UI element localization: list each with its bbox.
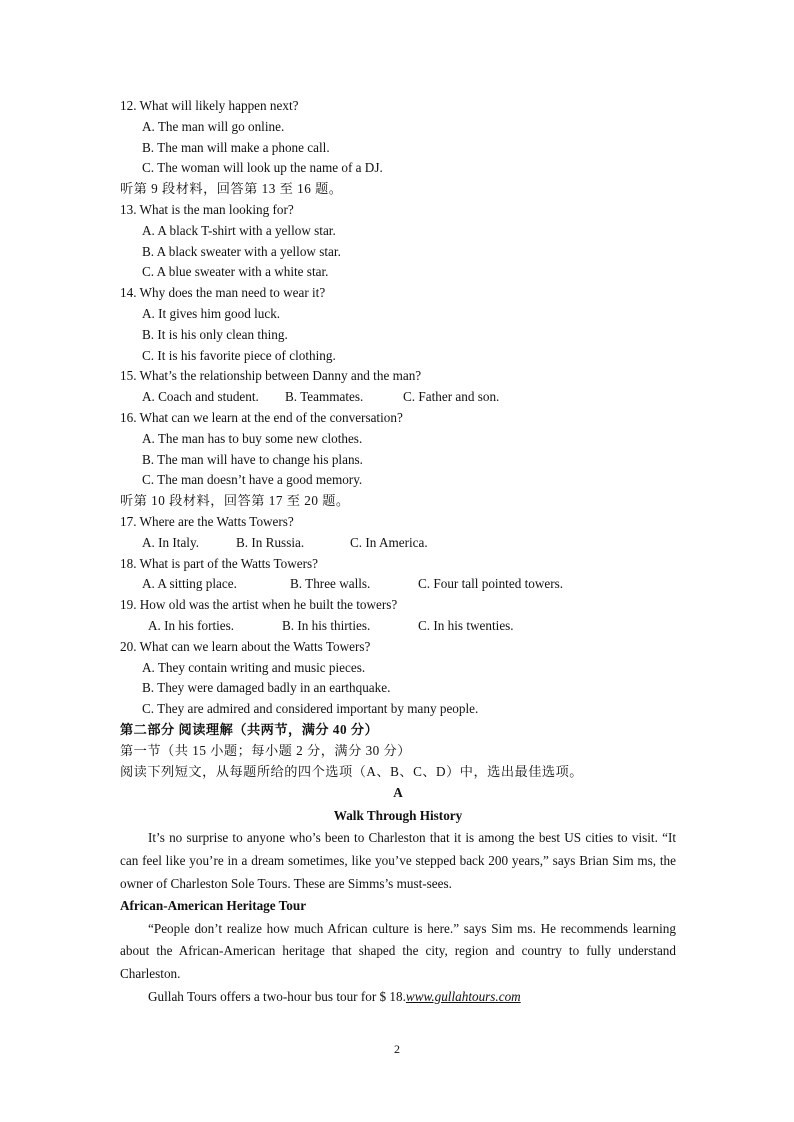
answer-option: C. They are admired and considered important by many people. [142, 701, 479, 717]
paragraph-3-text: Gullah Tours offers a two-hour bus tour for $ 18. [148, 988, 406, 1004]
answer-option: B. It is his only clean thing. [142, 326, 288, 342]
answer-option: B. The man will make a phone call. [142, 139, 330, 155]
passage-paragraph-3 [120, 986, 676, 1009]
answer-option: B. They were damaged badly in an earthquake. [142, 680, 391, 696]
question-stem: 12. What will likely happen next? [120, 98, 299, 113]
answer-option: B. Teammates. [285, 389, 364, 405]
passage-letter: A [393, 785, 403, 801]
answer-option: A. A black T-shirt with a yellow star. [142, 222, 336, 238]
page-number: 2 [394, 1042, 400, 1056]
reading-passage [120, 782, 676, 1008]
question-stem: 14. Why does the man need to wear it? [120, 285, 326, 301]
exam-page [120, 96, 676, 1008]
answer-option: C. It is his favorite piece of clothing. [142, 347, 336, 363]
answer-option: A. Coach and student. [142, 389, 259, 405]
question-stem: 13. What is the man looking for? [120, 201, 294, 217]
answer-option: A. In Italy. [142, 534, 200, 550]
answer-option: A. It gives him good luck. [142, 305, 281, 321]
answer-option: C. The man doesn’t have a good memory. [142, 472, 363, 488]
instruction-line: 第一节（共 15 小题；每小题 2 分，满分 30 分） [120, 742, 411, 758]
question-stem: 15. What’s the relationship between Danny and the man? [120, 368, 422, 384]
answer-options-row [120, 616, 676, 637]
answer-option: A. A sitting place. [142, 576, 237, 592]
passage-subheading: African-American Heritage Tour [120, 898, 307, 914]
answer-option: B. The man will have to change his plans. [142, 451, 363, 467]
passage-paragraph-2: “People don’t realize how much African culture is here.” says Sim ms. He recommends learning about the African-American heritage that shaped the city, region and country to fully understand Charleston. [120, 920, 676, 982]
gullah-tours-link[interactable]: www.gullahtours.com [405, 988, 521, 1004]
answer-option: B. A black sweater with a yellow star. [142, 243, 341, 259]
answer-option: C. In America. [350, 534, 428, 550]
answer-option: C. Father and son. [403, 389, 500, 405]
question-stem: 16. What can we learn at the end of the conversation? [120, 409, 403, 425]
answer-option: A. In his forties. [148, 617, 235, 633]
section-heading: 第二部分 阅读理解（共两节，满分 40 分） [120, 721, 379, 737]
listening-questions [120, 96, 676, 782]
answer-option: C. A blue sweater with a white star. [142, 264, 329, 280]
question-stem: 20. What can we learn about the Watts Towers? [120, 638, 371, 654]
answer-option: C. The woman will look up the name of a DJ. [142, 160, 383, 176]
answer-option: B. In his thirties. [282, 617, 371, 633]
question-stem: 18. What is part of the Watts Towers? [120, 555, 318, 571]
instruction-line: 阅读下列短文，从每题所给的四个选项（A、B、C、D）中，选出最佳选项。 [120, 763, 583, 779]
answer-option: C. Four tall pointed towers. [418, 576, 564, 592]
passage-paragraph-1: It’s no surprise to anyone who’s been to Charleston that it is among the best US cities to visit. “It can feel like you’re in a dream sometimes, like you’ve stepped back 200 years,” says Brian Sim ms, the owner of Charleston Sole Tours. These are Simms’s must-sees. [120, 830, 676, 891]
answer-option: A. The man will go online. [142, 118, 285, 134]
answer-options-row [120, 574, 676, 595]
answer-option: A. They contain writing and music pieces. [142, 659, 366, 675]
answer-options-row [120, 387, 676, 408]
answer-option: B. In Russia. [236, 534, 305, 550]
answer-option: C. In his twenties. [418, 617, 514, 633]
answer-option: B. Three walls. [290, 576, 371, 592]
passage-title: Walk Through History [333, 807, 463, 823]
question-stem: 19. How old was the artist when he built the towers? [120, 597, 398, 613]
instruction-line: 听第 9 段材料，回答第 13 至 16 题。 [120, 181, 343, 197]
answer-option: A. The man has to buy some new clothes. [142, 430, 363, 446]
instruction-line: 听第 10 段材料，回答第 17 至 20 题。 [120, 493, 350, 509]
answer-options-row [120, 533, 676, 554]
question-stem: 17. Where are the Watts Towers? [120, 513, 294, 529]
